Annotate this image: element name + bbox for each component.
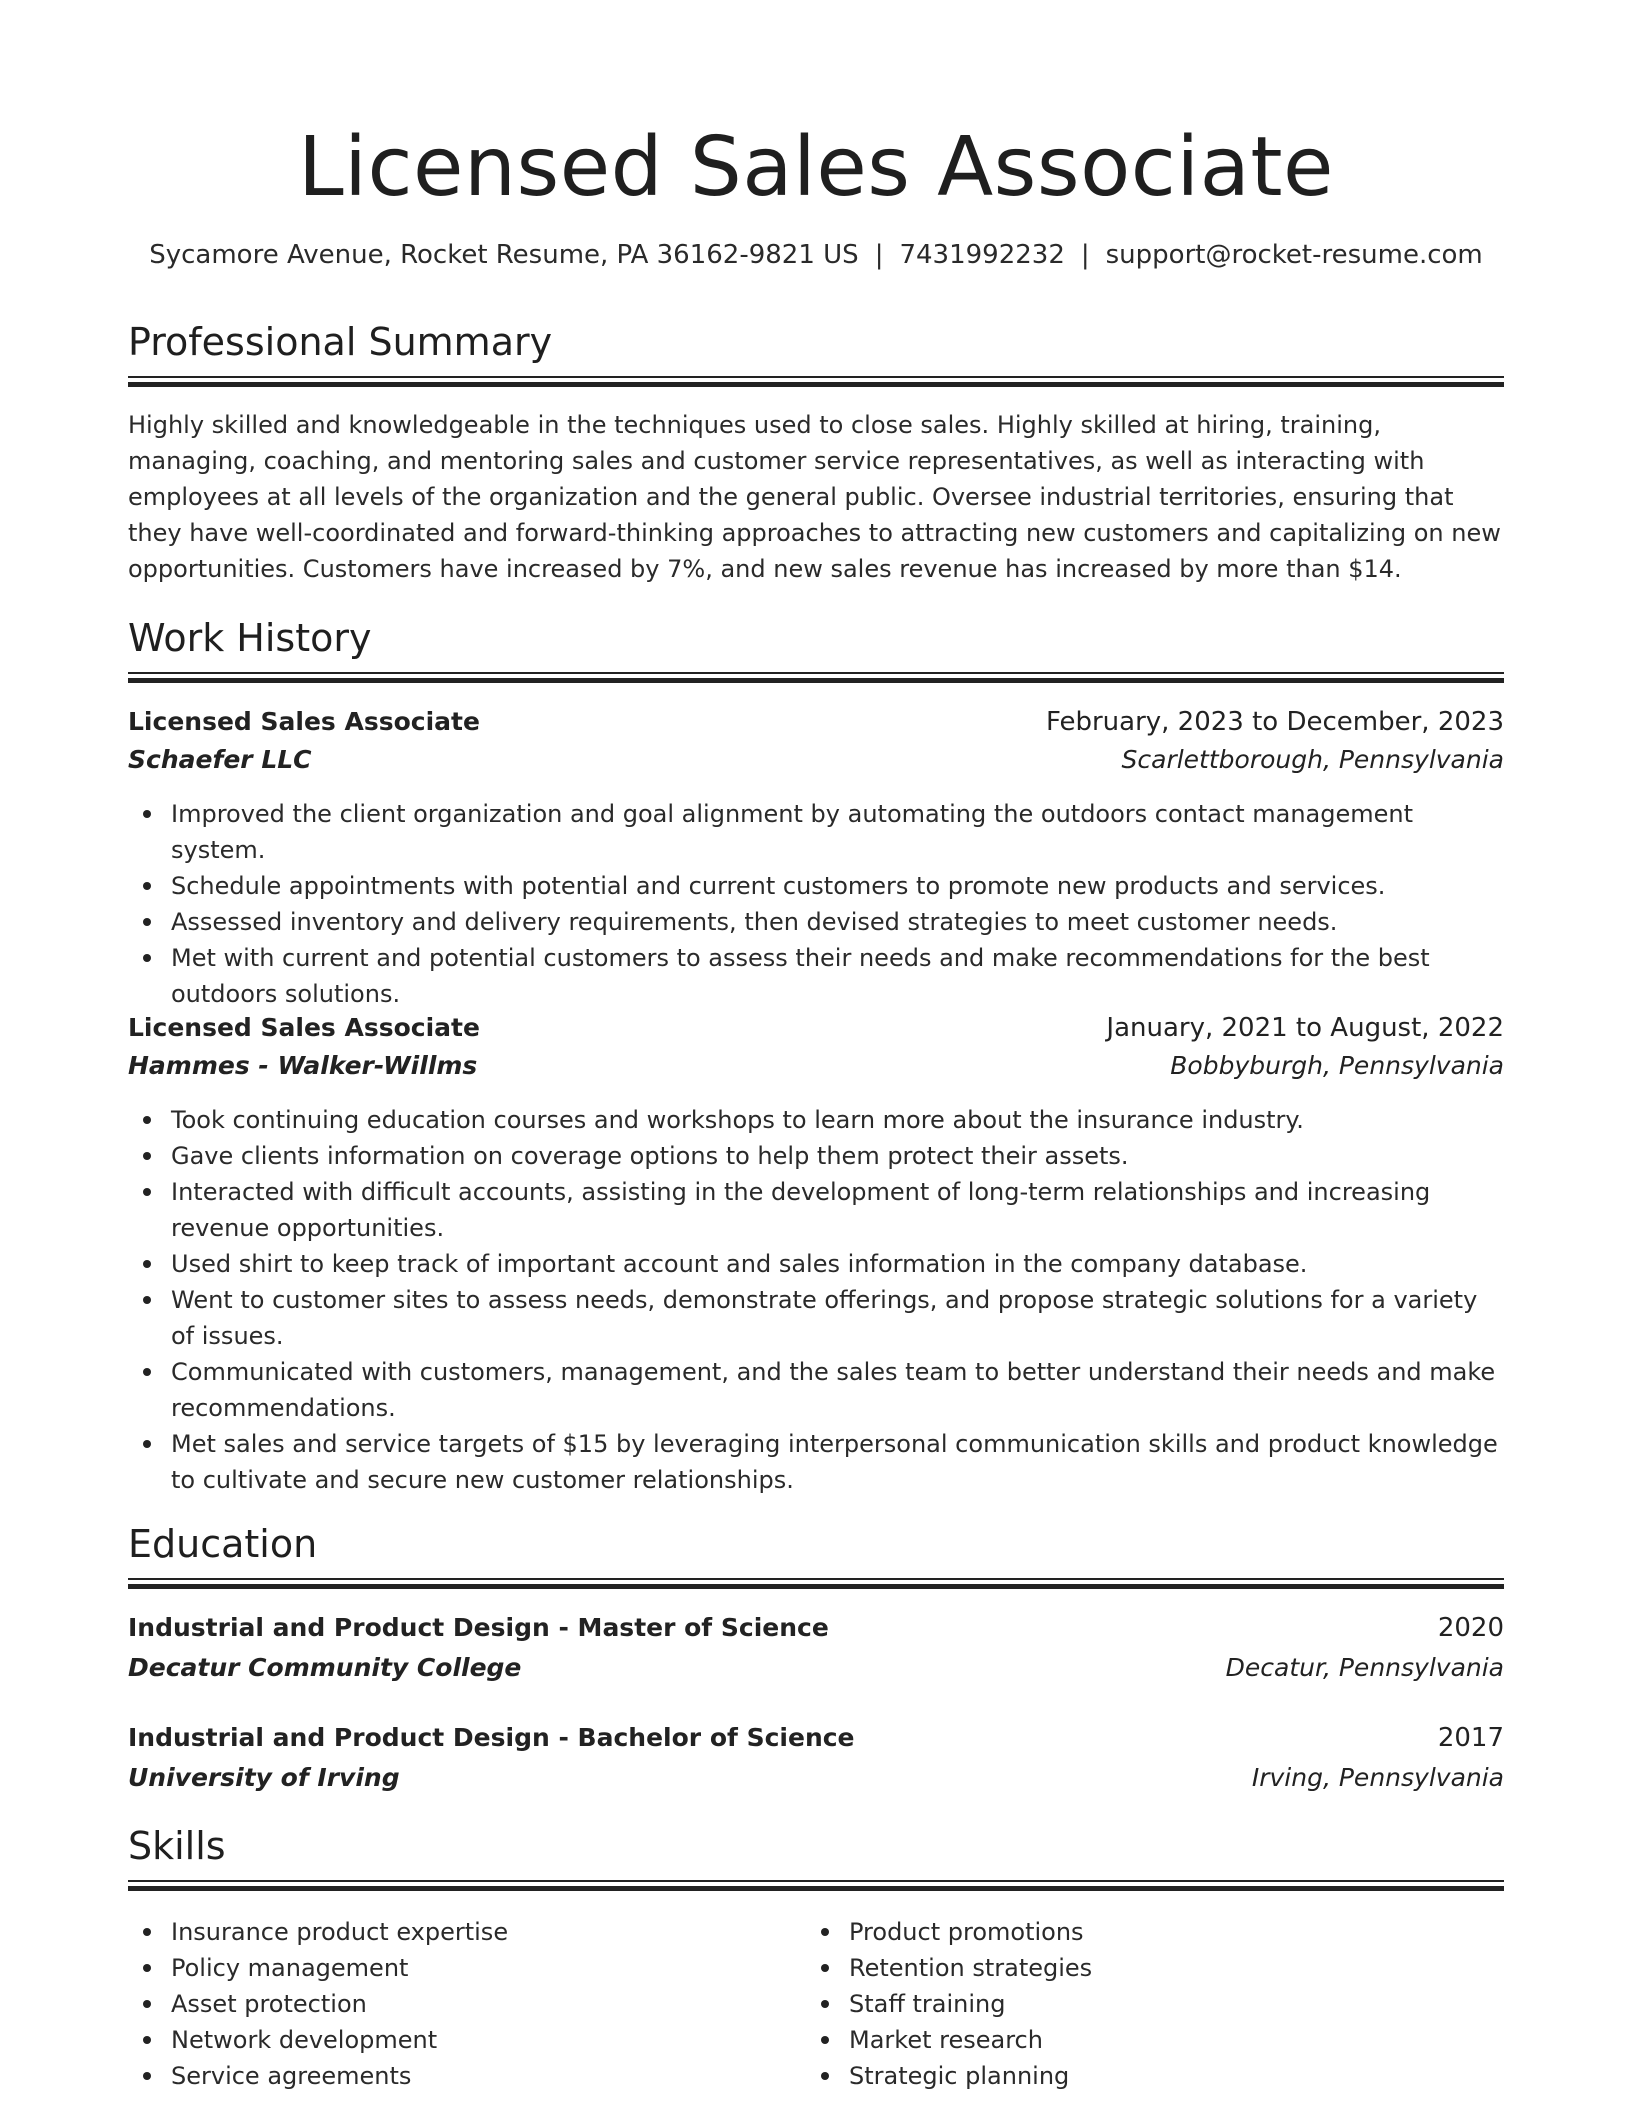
work-history-heading: Work History: [128, 616, 372, 660]
job-header: [128, 1010, 1504, 1046]
contact-separator: |: [874, 240, 884, 270]
list-item: Took continuing education courses and workshops to learn more about the insurance industry.: [128, 1102, 1504, 1138]
skill-item: Asset protection: [128, 1986, 768, 2022]
contact-address: Sycamore Avenue, Rocket Resume, PA 36162-9821 US: [149, 240, 859, 270]
job-header: [128, 704, 1504, 740]
list-item: Communicated with customers, management, and the sales team to better understand their needs and make recommendations.: [128, 1354, 1504, 1426]
summary-text: Highly skilled and knowledgeable in the techniques used to close sales. Highly skilled at hiring, training, managing, coaching, and mentoring sales and customer service representatives, as well as interacting with employees at all levels of the organization and the general public. Oversee industrial territories, ensuring that they have well-coordinated and forward-thinking approaches to attracting new customers and capitalizing on new opportunities. Customers have increased by 7%, and new sales revenue has increased by more than $14.: [128, 411, 1501, 583]
list-item: Improved the client organization and goal alignment by automating the outdoors contact management system.: [128, 796, 1504, 868]
section-divider: [128, 1880, 1504, 1891]
education-header: [128, 1720, 1504, 1756]
education-year: 2020: [1437, 1613, 1504, 1643]
resume-name: Licensed Sales Associate: [298, 120, 1334, 215]
education-degree: Industrial and Product Design - Bachelor of Science: [128, 1723, 855, 1752]
skills-heading: Skills: [128, 1824, 226, 1868]
contact-line: [128, 238, 1504, 272]
section-divider: [128, 672, 1504, 683]
section-divider: [128, 376, 1504, 387]
skills-list-right: [806, 1914, 1446, 2094]
list-item: Schedule appointments with potential and current customers to promote new products and services.: [128, 868, 1504, 904]
job-role: Licensed Sales Associate: [128, 707, 480, 736]
skills-list-left: [128, 1914, 768, 2094]
education-subheader: [128, 1650, 1504, 1686]
job-bullets: [128, 1102, 1504, 1498]
section-divider: [128, 1578, 1504, 1589]
job-subheader: [128, 742, 1504, 778]
job-subheader: [128, 1048, 1504, 1084]
education-header: [128, 1610, 1504, 1646]
education-location: Decatur, Pennsylvania: [1225, 1653, 1504, 1682]
contact-email[interactable]: support@rocket-resume.com: [1105, 240, 1483, 270]
education-location: Irving, Pennsylvania: [1251, 1763, 1504, 1792]
list-item: Went to customer sites to assess needs, demonstrate offerings, and propose strategic solutions for a variety of issues.: [128, 1282, 1504, 1354]
list-item: Gave clients information on coverage options to help them protect their assets.: [128, 1138, 1504, 1174]
list-item: Interacted with difficult accounts, assisting in the development of long-term relationships and increasing revenue opportunities.: [128, 1174, 1504, 1246]
job-location: Scarlettborough, Pennsylvania: [1121, 745, 1504, 774]
skill-item: Service agreements: [128, 2058, 768, 2094]
contact-separator: |: [1080, 240, 1090, 270]
list-item: Used shirt to keep track of important account and sales information in the company database.: [128, 1246, 1504, 1282]
education-heading: Education: [128, 1522, 318, 1566]
education-school: Decatur Community College: [128, 1653, 522, 1682]
skill-item: Staff training: [806, 1986, 1446, 2022]
job-company: Schaefer LLC: [128, 745, 312, 774]
job-dates: February, 2023 to December, 2023: [1045, 707, 1504, 737]
list-item: Met with current and potential customers to assess their needs and make recommendations for the best outdoors solutions.: [128, 940, 1504, 1012]
education-subheader: [128, 1760, 1504, 1796]
contact-phone: 7431992232: [899, 240, 1065, 270]
skill-item: Insurance product expertise: [128, 1914, 768, 1950]
education-year: 2017: [1437, 1723, 1504, 1753]
job-dates: January, 2021 to August, 2022: [1106, 1013, 1504, 1043]
job-bullets: [128, 796, 1504, 1012]
list-item: Met sales and service targets of $15 by leveraging interpersonal communication skills and product knowledge to cultivate and secure new customer relationships.: [128, 1426, 1504, 1498]
skill-item: Product promotions: [806, 1914, 1446, 1950]
job-role: Licensed Sales Associate: [128, 1013, 480, 1042]
job-location: Bobbyburgh, Pennsylvania: [1170, 1051, 1504, 1080]
education-school: University of Irving: [128, 1763, 400, 1792]
skill-item: Policy management: [128, 1950, 768, 1986]
list-item: Assessed inventory and delivery requirements, then devised strategies to meet customer needs.: [128, 904, 1504, 940]
skill-item: Network development: [128, 2022, 768, 2058]
job-company: Hammes - Walker-Willms: [128, 1051, 478, 1080]
skill-item: Strategic planning: [806, 2058, 1446, 2094]
skill-item: Market research: [806, 2022, 1446, 2058]
education-degree: Industrial and Product Design - Master of Science: [128, 1613, 829, 1642]
skill-item: Retention strategies: [806, 1950, 1446, 1986]
summary-heading: Professional Summary: [128, 320, 553, 364]
